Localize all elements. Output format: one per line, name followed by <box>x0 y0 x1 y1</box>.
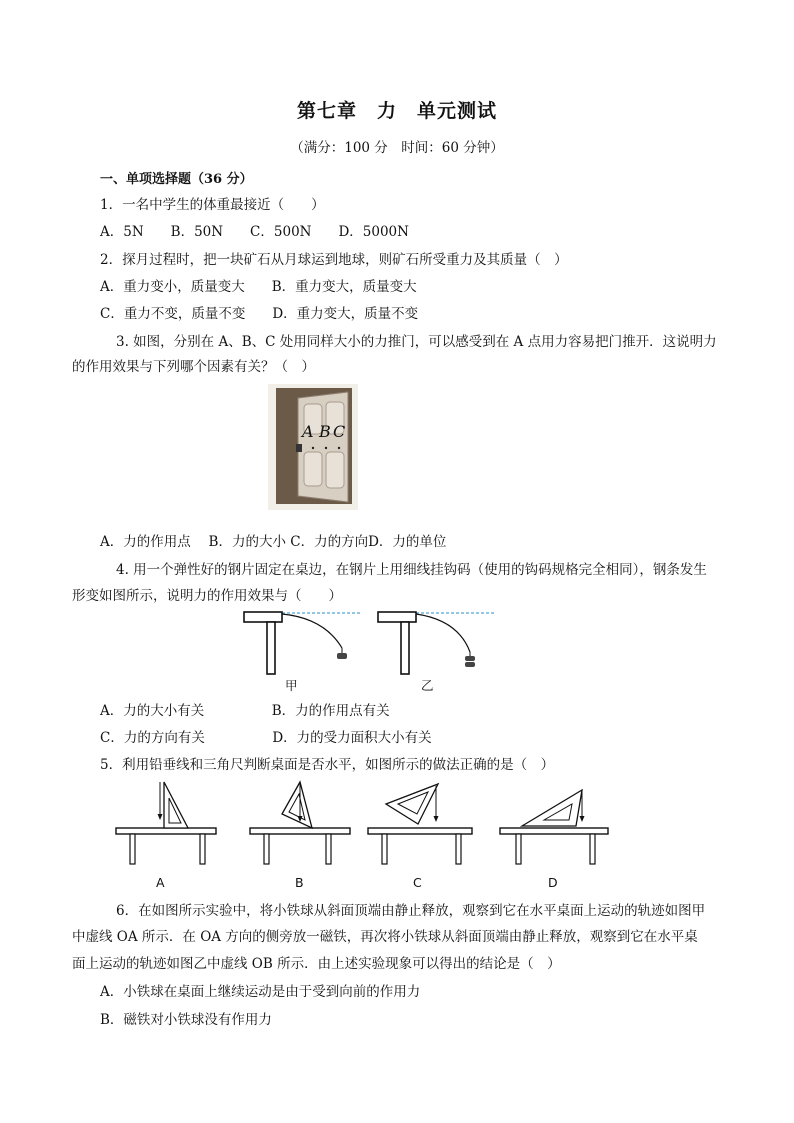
level-caption-a: A <box>156 875 165 890</box>
q6-stem-3: 面上运动的轨迹如图乙中虚线 OB 所示．由上述实验现象可以得出的结论是（ ） <box>72 956 561 972</box>
figure-caption-yi: 乙 <box>421 678 434 693</box>
q4-options-1: A．力的大小有关 B．力的作用点有关 <box>100 703 390 719</box>
q1-options: A．5N B．50N C．500N D．5000N <box>100 224 409 240</box>
figure-caption-jia: 甲 <box>285 678 298 693</box>
q6-option-b: B．磁铁对小铁球没有作用力 <box>100 1012 272 1028</box>
door-label-c: C <box>333 422 346 441</box>
page-title: 第七章 力 单元测试 <box>296 100 497 122</box>
q2-stem: 2．探月过程时，把一块矿石从月球运到地球，则矿石所受重力及其质量（ ） <box>100 252 568 268</box>
q4-stem-2: 形变如图所示，说明力的作用效果与（ ） <box>72 588 342 604</box>
door-label-a: A <box>302 422 314 441</box>
level-figure-d <box>496 778 612 866</box>
section-heading: 一、单项选择题（36 分） <box>100 172 253 187</box>
q2-options-2: C．重力不变，质量不变 D．重力变大，质量不变 <box>100 306 419 322</box>
level-caption-b: B <box>295 875 304 890</box>
q6-stem-1: 6．在如图所示实验中，将小铁球从斜面顶端由静止释放，观察到它在水平桌面上运动的轨迹如图甲 <box>116 903 706 919</box>
q4-stem-1: 4. 用一个弹性好的钢片固定在桌边，在钢片上用细线挂钩码（使用的钩码规格完全相同），钢条发生 <box>116 562 707 578</box>
level-figure-b <box>246 778 352 866</box>
level-caption-d: D <box>548 875 558 890</box>
q4-options-2: C．力的方向有关 D．力的受力面积大小有关 <box>100 730 432 746</box>
q6-stem-2: 中虚线 OA 所示．在 OA 方向的侧旁放一磁铁，再次将小铁球从斜面顶端由静止释放，观察到它在水平桌 <box>72 929 698 945</box>
level-figure-a <box>112 778 218 866</box>
door-figure <box>268 384 358 510</box>
q1-stem: 1．一名中学生的体重最接近（ ） <box>100 197 325 213</box>
q3-stem-2: 的作用效果与下列哪个因素有关？（ ） <box>72 359 315 375</box>
exam-info: （满分：100 分 时间：60 分钟） <box>290 140 504 156</box>
level-figure-c <box>364 778 476 866</box>
q5-stem: 5．利用铅垂线和三角尺判断桌面是否水平，如图所示的做法正确的是（ ） <box>100 757 555 773</box>
level-caption-c: C <box>413 875 422 890</box>
q6-option-a: A．小铁球在桌面上继续运动是由于受到向前的作用力 <box>100 984 421 1000</box>
q2-options-1: A．重力变小，质量变大 B．重力变大，质量变大 <box>100 279 417 295</box>
q3-stem-1: 3. 如图，分别在 A、B、C 处用同样大小的力推门，可以感受到在 A 点用力容易把门推开．这说明力 <box>116 334 717 350</box>
q3-options: A．力的作用点 B．力的大小 C．力的方向D．力的单位 <box>100 534 447 550</box>
steel-strip-figure-yi <box>378 610 498 676</box>
steel-strip-figure-jia <box>244 610 364 676</box>
door-label-b: B <box>319 422 331 441</box>
